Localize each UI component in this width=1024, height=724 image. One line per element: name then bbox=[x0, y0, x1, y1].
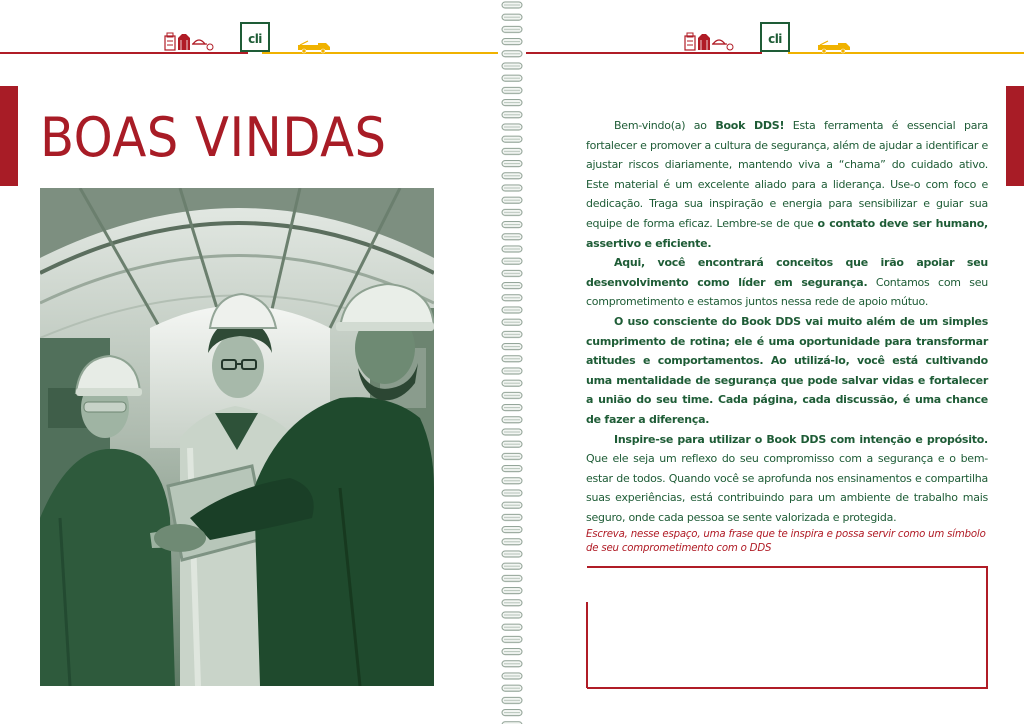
page-title: BOAS VINDAS bbox=[40, 106, 387, 169]
truck-icon bbox=[296, 40, 332, 54]
workers-with-tablet-icon bbox=[40, 188, 434, 686]
header-red-line-right bbox=[526, 52, 762, 54]
side-tab-right bbox=[1006, 86, 1024, 186]
cli-logo bbox=[760, 22, 790, 52]
header-red-line-left bbox=[0, 52, 248, 54]
truck-icon bbox=[816, 40, 852, 54]
workers-photo bbox=[40, 188, 434, 686]
p1-text-2: Esta ferramenta é essencial para fortalecer e promover a cultura de segurança, além de ajudar a identificar e ajustar riscos diariamente, mantendo viva a “chama” do cuidado ativo. Este material é um excelente aliado para a liderança. Use-o com foco e dedicação. Traga sua inspiração e energia para sensibilizar e guiar sua equipe de forma eficaz. Lembre-se de que bbox=[586, 119, 988, 230]
safety-equipment-icon bbox=[684, 30, 736, 52]
paragraph-1 bbox=[586, 116, 988, 253]
write-prompt: Escreva, nesse espaço, uma frase que te inspira e possa servir como um símbolo de seu comprometimento com o DDS bbox=[586, 529, 986, 554]
paragraph-4 bbox=[586, 430, 988, 528]
p1-bold-2: o contato deve ser humano, assertivo e eficiente. bbox=[586, 216, 988, 250]
spiral-binding bbox=[499, 0, 525, 724]
p1-bold-1: Book DDS! bbox=[715, 119, 785, 132]
cli-logo-text: cli bbox=[768, 32, 782, 46]
write-box[interactable] bbox=[586, 566, 988, 689]
p2-text-1: Contamos com seu comprometimento e estamos juntos nessa rede de apoio mútuo. bbox=[586, 275, 988, 309]
paragraph-3 bbox=[586, 312, 988, 430]
p4-text-1: Que ele seja um reflexo do seu compromisso com a segurança e o bem-estar de todos. Quando você se aprofunda nos ensinamentos e compartilha suas experiências, está contribuindo para um ambiente de trabalho mais seguro, onde cada pessoa se sente valorizada e protegida. bbox=[586, 452, 988, 524]
cli-logo bbox=[240, 22, 270, 52]
cli-logo-text: cli bbox=[248, 32, 262, 46]
p4-bold-1: Inspire-se para utilizar o Book DDS com intenção e propósito. bbox=[614, 432, 988, 446]
p3-bold-1: O uso consciente do Book DDS vai muito além de um simples cumprimento de rotina; ele é uma oportunidade para transformar atitudes e comportamentos. Ao utilizá-lo, você está cultivando uma mentalidade de segurança que pode salvar vidas e fortalecer a união do seu time. Cada página, cada discussão, é uma chance de fazer a diferença. bbox=[586, 314, 988, 426]
side-tab-left bbox=[0, 86, 18, 186]
safety-equipment-icon bbox=[164, 30, 216, 52]
p2-bold-1: Aqui, você encontrará conceitos que irão apoiar seu desenvolvimento como líder em segurança. bbox=[586, 256, 988, 289]
paragraph-2 bbox=[586, 253, 988, 312]
welcome-text bbox=[586, 116, 988, 527]
p1-text-1: Bem-vindo(a) ao bbox=[614, 119, 716, 132]
